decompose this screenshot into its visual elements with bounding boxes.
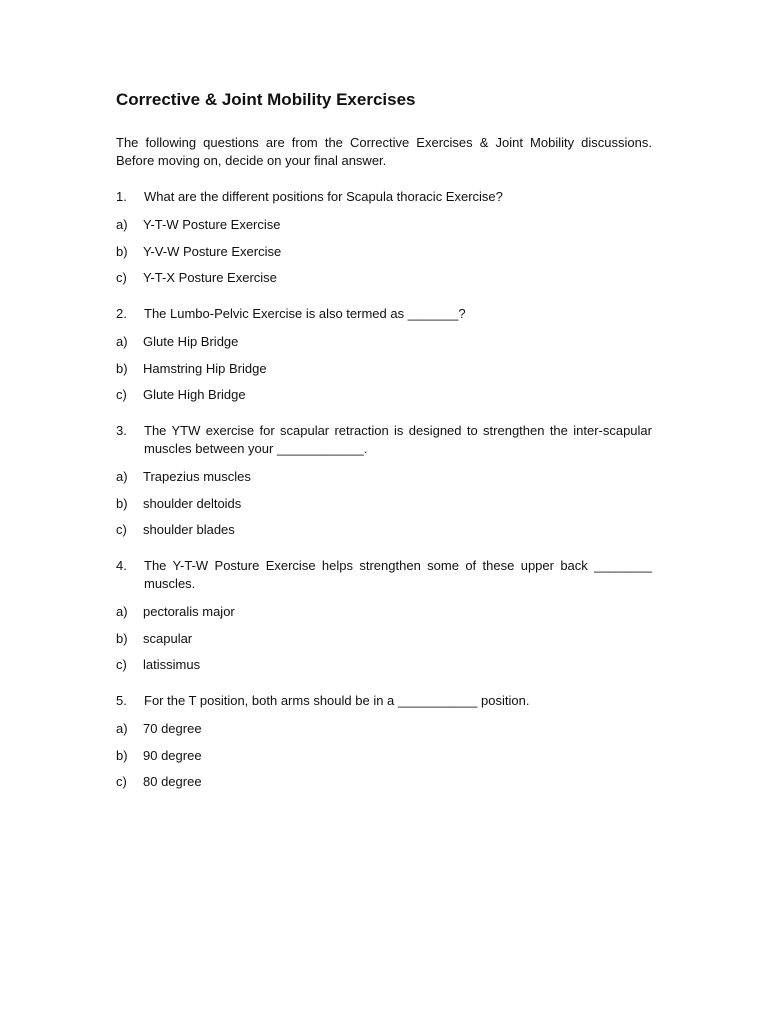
option-text: scapular bbox=[143, 630, 193, 646]
question-text: For the T position, both arms should be in a ___________ position. bbox=[144, 693, 530, 708]
option-text: Trapezius muscles bbox=[143, 469, 251, 484]
answer-option bbox=[116, 747, 652, 765]
question-item bbox=[116, 692, 652, 791]
option-text: 70 degree bbox=[143, 721, 202, 736]
option-text: Y-V-W Posture Exercise bbox=[143, 243, 282, 259]
question-line bbox=[116, 557, 652, 593]
option-text: Y-T-X Posture Exercise bbox=[143, 270, 277, 285]
answer-option bbox=[116, 360, 652, 378]
answer-options bbox=[116, 216, 652, 287]
document-page bbox=[116, 88, 652, 800]
question-line bbox=[116, 305, 652, 323]
question-number: 2. bbox=[116, 306, 127, 321]
answer-options bbox=[116, 468, 652, 539]
option-letter: b) bbox=[116, 360, 128, 376]
answer-option bbox=[116, 773, 652, 791]
option-text: Hamstring Hip Bridge bbox=[143, 360, 267, 376]
option-text: Glute Hip Bridge bbox=[143, 334, 239, 349]
option-text: pectoralis major bbox=[143, 604, 235, 619]
option-letter: b) bbox=[116, 495, 128, 511]
option-letter: c) bbox=[116, 522, 127, 537]
question-text: The Lumbo-Pelvic Exercise is also termed as _______? bbox=[144, 306, 466, 321]
question-item bbox=[116, 188, 652, 287]
question-line bbox=[116, 422, 652, 458]
question-number: 1. bbox=[116, 189, 127, 204]
question-number: 3. bbox=[116, 423, 127, 438]
option-letter: a) bbox=[116, 469, 128, 484]
option-text: shoulder blades bbox=[143, 522, 235, 537]
question-number: 5. bbox=[116, 693, 127, 708]
answer-options bbox=[116, 333, 652, 404]
question-number: 4. bbox=[116, 558, 127, 573]
option-letter: a) bbox=[116, 217, 128, 232]
question-text: What are the different positions for Scapula thoracic Exercise? bbox=[144, 189, 503, 204]
document-title: Corrective & Joint Mobility Exercises bbox=[116, 90, 416, 109]
answer-option bbox=[116, 630, 652, 648]
question-item bbox=[116, 557, 652, 674]
answer-option bbox=[116, 243, 652, 261]
option-letter: a) bbox=[116, 721, 128, 736]
answer-options bbox=[116, 603, 652, 674]
option-letter: c) bbox=[116, 774, 127, 789]
answer-option bbox=[116, 386, 652, 404]
question-line bbox=[116, 188, 652, 206]
option-letter: b) bbox=[116, 243, 128, 259]
question-text: The Y-T-W Posture Exercise helps strengthen some of these upper back ________ muscles. bbox=[144, 558, 652, 591]
option-letter: a) bbox=[116, 334, 128, 349]
answer-option bbox=[116, 216, 652, 234]
question-line bbox=[116, 692, 652, 710]
answer-option bbox=[116, 333, 652, 351]
option-letter: c) bbox=[116, 270, 127, 285]
option-text: Glute High Bridge bbox=[143, 387, 246, 402]
option-letter: a) bbox=[116, 604, 128, 619]
option-text: Y-T-W Posture Exercise bbox=[143, 217, 281, 232]
option-letter: b) bbox=[116, 630, 128, 646]
answer-option bbox=[116, 495, 652, 513]
answer-option bbox=[116, 521, 652, 539]
option-letter: c) bbox=[116, 387, 127, 402]
question-item bbox=[116, 422, 652, 539]
answer-options bbox=[116, 720, 652, 791]
option-letter: c) bbox=[116, 657, 127, 672]
answer-option bbox=[116, 468, 652, 486]
answer-option bbox=[116, 269, 652, 287]
question-text: The YTW exercise for scapular retraction is designed to strengthen the inter-scapular muscles between your ____________. bbox=[144, 423, 652, 456]
option-text: 80 degree bbox=[143, 774, 202, 789]
question-item bbox=[116, 305, 652, 404]
answer-option bbox=[116, 656, 652, 674]
option-text: 90 degree bbox=[143, 747, 202, 763]
answer-option bbox=[116, 720, 652, 738]
option-letter: b) bbox=[116, 747, 128, 763]
option-text: shoulder deltoids bbox=[143, 495, 242, 511]
answer-option bbox=[116, 603, 652, 621]
option-text: latissimus bbox=[143, 657, 201, 672]
intro-paragraph: The following questions are from the Corrective Exercises & Joint Mobility discussions. Before moving on, decide on your final answer. bbox=[116, 135, 652, 168]
